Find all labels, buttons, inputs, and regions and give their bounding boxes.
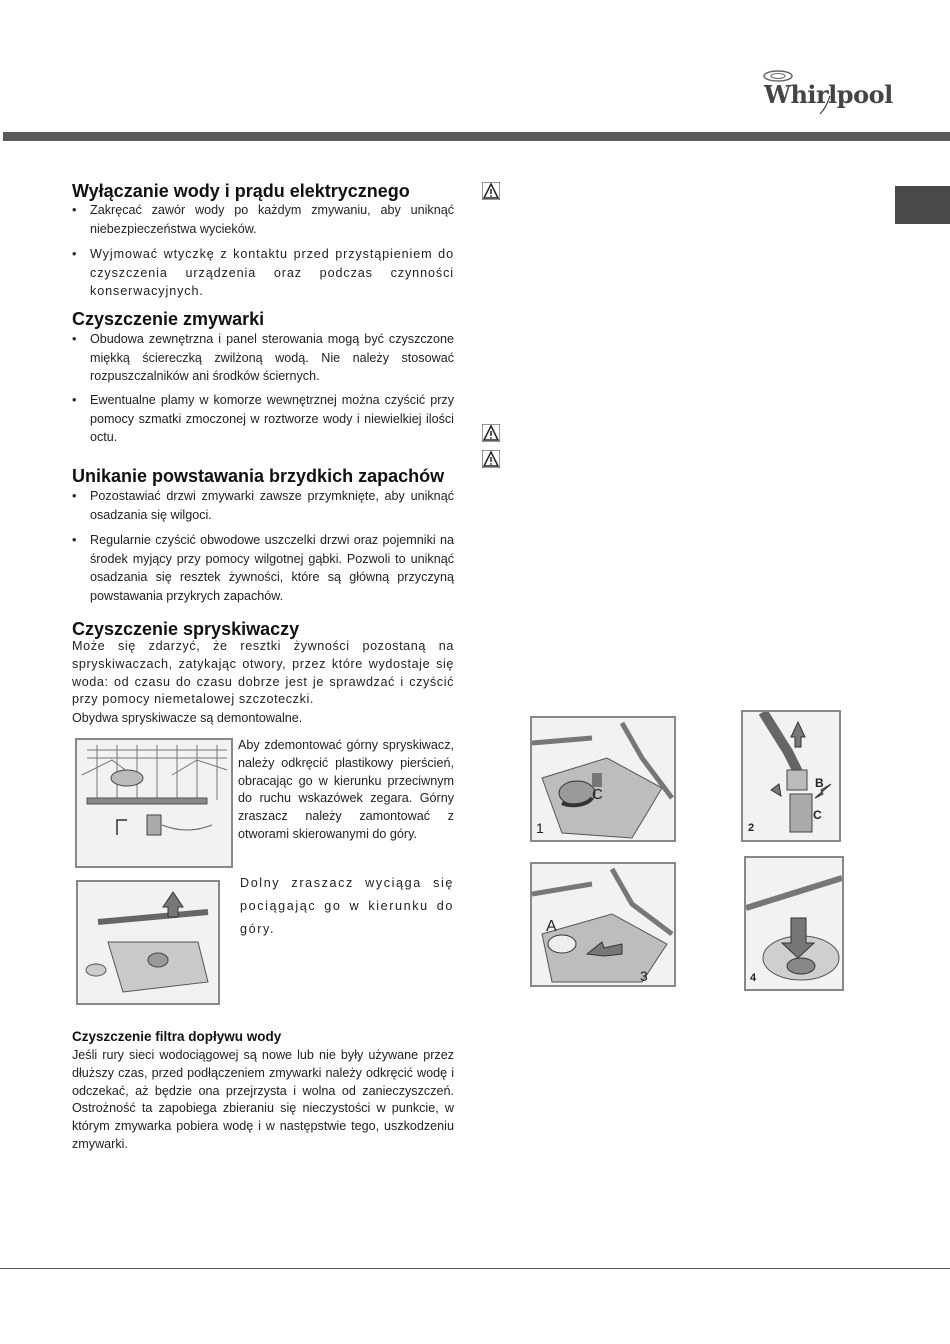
list-item-text: Regularnie czyścić obwodowe uszczelki drzwi oraz pojemniki na środek myjący przy pomocy wilgotnej gąbki. Pozwoli to uniknąć osadzania się resztek żywności, które są główną przyczyną powstawania przykrych zapachów.	[90, 533, 454, 603]
section-title-sprayers: Czyszczenie spryskiwaczy	[72, 619, 300, 639]
list-item-text: Zakręcać zawór wody po każdym zmywaniu, aby uniknąć niebezpieczeństwa wycieków.	[90, 203, 454, 236]
paragraph: Jeśli rury sieci wodociągowej są nowe lub nie były używane przez dłuższy czas, przed podłączeniem zmywarki należy odkręcić wodę i odczekać, aż będzie ona przejrzysta i wolna od zanieczyszczeń. Ostrożność ta zapobiega zbieraniu się nieczystości w punkcie, w którym zmywarka pobiera wodę i w następstwie tego, uszkodzeniu zmywarki.	[72, 1048, 454, 1151]
paragraph: Obydwa spryskiwacze są demontowalne.	[72, 711, 303, 725]
list-item: • Obudowa zewnętrzna i panel sterowania mogą być czyszczone miękką ściereczką zwilżoną wodą. Nie należy stosować rozpuszczalników ani środków ściernych.	[72, 330, 454, 386]
header-bar	[3, 132, 950, 141]
list-item: • Pozostawiać drzwi zmywarki zawsze przymknięte, aby uniknąć osadzania się wilgoci.	[72, 487, 454, 524]
section-title-cleaning: Czyszczenie zmywarki	[72, 309, 265, 329]
warning-icon	[482, 424, 500, 442]
figure-number: 4	[750, 972, 757, 984]
list-item-text: Pozostawiać drzwi zmywarki zawsze przymknięte, aby uniknąć osadzania się wilgoci.	[90, 489, 454, 522]
figure-filter-4	[744, 856, 844, 991]
figure-number: 3	[640, 968, 648, 984]
warning-icon	[482, 450, 500, 468]
section-title-odours: Unikanie powstawania brzydkich zapachów	[72, 466, 445, 486]
paragraph: Może się zdarzyć, że resztki żywności pozostaną na spryskiwaczach, zatykając otwory, przez które wydostaje się woda: od czasu do czasu dobrze jest je sprawdzać i czyścić przy pomocy niemetalowej szczoteczki.	[72, 639, 454, 707]
list-item: • Regularnie czyścić obwodowe uszczelki drzwi oraz pojemniki na środek myjący przy pomocy wilgotnej gąbki. Pozwoli to uniknąć osadzania się resztek żywności, które są główną przyczyną powstawania przykrych zapachów.	[72, 531, 454, 605]
section-title-inlet-filter: Czyszczenie filtra dopływu wody	[72, 1029, 282, 1044]
warning-icon	[482, 182, 500, 200]
figure-filter-1	[530, 716, 676, 842]
figure-label-c: C	[813, 808, 822, 822]
upper-sprayer-caption: Aby zdemontować górny spryskiwacz, należy odkręcić plastikowy pierścień, obracając go w kierunku przeciwnym do ruchu wskazówek zegara. Górny zraszacz należy zamontować z otworami skierowanymi do góry.	[238, 738, 454, 841]
list-item-text: Obudowa zewnętrzna i panel sterowania mogą być czyszczone miękką ściereczką zwilżoną wodą. Nie należy stosować rozpuszczalników ani środków ściernych.	[90, 332, 454, 383]
side-tab	[895, 186, 950, 224]
figure-number: 2	[748, 822, 755, 834]
list-item: • Ewentualne plamy w komorze wewnętrznej można czyścić przy pomocy szmatki zmoczonej w roztworze wody i niewielkiej ilości octu.	[72, 391, 454, 447]
footer-rule	[0, 1268, 950, 1269]
list-item-text: Ewentualne plamy w komorze wewnętrznej można czyścić przy pomocy szmatki zmoczonej w roztworze wody i niewielkiej ilości octu.	[90, 393, 454, 444]
lower-sprayer-caption: Dolny zraszacz wyciąga się pociągając go w kierunku do góry.	[240, 876, 454, 936]
figure-label: A	[546, 918, 557, 935]
section-title-water-power: Wyłączanie wody i prądu elektrycznego	[72, 181, 410, 201]
list-item: • Wyjmować wtyczkę z kontaktu przed przystąpieniem do czyszczenia urządzenia oraz podczas czynności konserwacyjnych.	[72, 245, 454, 301]
figure-upper-sprayer	[75, 738, 233, 868]
figure-filter-3	[530, 862, 676, 987]
figure-label-b: B	[815, 776, 824, 790]
list-item: • Zakręcać zawór wody po każdym zmywaniu, aby uniknąć niebezpieczeństwa wycieków.	[72, 201, 454, 238]
figure-label: C	[592, 786, 603, 803]
figure-lower-sprayer	[76, 880, 220, 1005]
figure-number: 1	[536, 820, 544, 836]
figure-filter-2	[741, 710, 841, 842]
list-item-text: Wyjmować wtyczkę z kontaktu przed przystąpieniem do czyszczenia urządzenia oraz podczas czynności konserwacyjnych.	[90, 247, 454, 299]
brand-logo	[760, 68, 893, 116]
brand-name: Whirlpool	[764, 80, 893, 109]
